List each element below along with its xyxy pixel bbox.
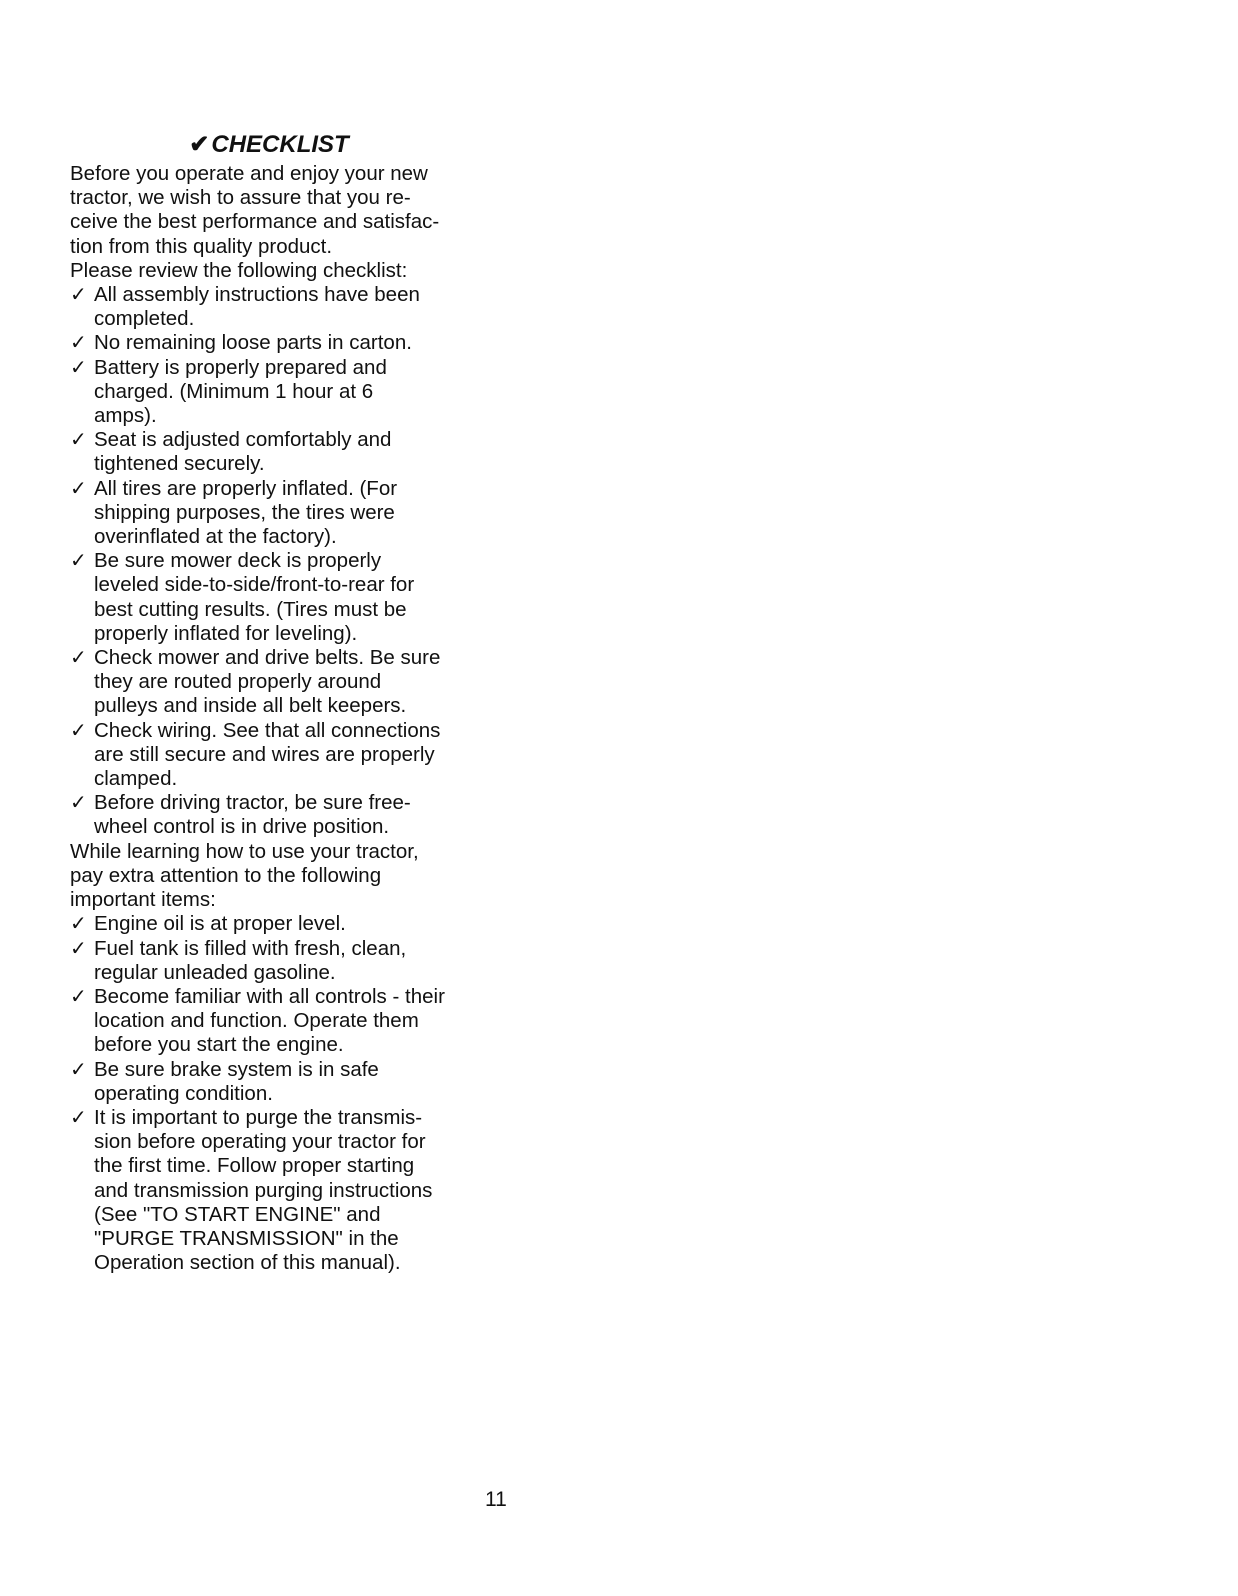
checklist-item xyxy=(70,331,490,355)
checkmark-icon: ✓ xyxy=(70,792,87,815)
checklist-item-text: Engine oil is at proper level. xyxy=(94,912,346,936)
checkmark-icon: ✓ xyxy=(70,937,87,960)
checkmark-icon: ✓ xyxy=(70,1106,87,1129)
checklist-item-text: All tires are properly inflated. (For shipping purposes, the tires were overinflated at the factory). xyxy=(94,476,398,549)
checkmark-icon: ✓ xyxy=(70,913,87,936)
checklist-item-text: Check mower and drive belts. Be sure they are routed properly around pulleys and inside all belt keepers. xyxy=(94,646,441,718)
checklist-item xyxy=(70,549,490,646)
checklist-item xyxy=(70,356,490,429)
checklist-item-text: Fuel tank is filled with fresh, clean, regular unleaded gasoline. xyxy=(94,936,407,984)
page-number: 11 xyxy=(485,1488,507,1511)
checklist-item-text: Be sure brake system is in safe operating condition. xyxy=(94,1057,379,1105)
checkmark-icon: ✓ xyxy=(70,356,87,379)
checklist-item xyxy=(70,1106,490,1275)
checkmark-icon: ✓ xyxy=(70,985,87,1008)
checklist-item-text: It is important to purge the transmis- sion before operating your tractor for the first time. Follow proper starting and transmission purging instructions (See "TO START ENGINE" and "PURGE TRANSMISSION" in the Operation section of this manual). xyxy=(94,1105,433,1275)
checklist-item-text: Check wiring. See that all connections are still secure and wires are properly clamped. xyxy=(94,718,441,791)
checkmark-icon: ✓ xyxy=(70,429,87,452)
checklist-item xyxy=(70,985,490,1058)
checklist-item xyxy=(70,937,490,985)
checkmark-icon: ✓ xyxy=(70,719,87,742)
section-title-text: CHECKLIST xyxy=(211,131,349,158)
checkmark-icon: ✔ xyxy=(189,131,210,158)
checkmark-icon: ✓ xyxy=(70,284,87,307)
intro-paragraph: Before you operate and enjoy your new tractor, we wish to assure that you re- ceive the best performance and satisfac- tion from this quality product. Please review the following checklist: xyxy=(70,162,440,282)
checklist-item-text: Be sure mower deck is properly leveled side-to-side/front-to-rear for best cutting results. (Tires must be properly inflated for leveling). xyxy=(94,549,415,645)
checkmark-icon: ✓ xyxy=(70,332,87,355)
checklist-item-text: Before driving tractor, be sure free- wheel control is in drive position. xyxy=(94,791,411,839)
checkmark-icon: ✓ xyxy=(70,550,87,573)
learning-intro-paragraph: While learning how to use your tractor, pay extra attention to the following important items: xyxy=(70,839,419,912)
checklist-item-text: No remaining loose parts in carton. xyxy=(94,331,412,355)
checklist-item xyxy=(70,791,490,839)
checkmark-icon: ✓ xyxy=(70,1058,87,1081)
checkmark-icon: ✓ xyxy=(70,647,87,670)
checklist-item xyxy=(70,477,490,550)
checklist xyxy=(70,283,490,840)
section-title xyxy=(70,130,490,160)
checklist-item xyxy=(70,646,490,719)
checklist-item xyxy=(70,912,490,936)
checklist-item-text: Become familiar with all controls - their location and function. Operate them before you start the engine. xyxy=(94,984,445,1057)
checklist-item xyxy=(70,428,490,476)
learning-checklist xyxy=(70,912,490,1275)
checklist-item-text: Battery is properly prepared and charged. (Minimum 1 hour at 6 amps). xyxy=(94,355,387,428)
checklist-item xyxy=(70,719,490,792)
checklist-item xyxy=(70,1058,490,1106)
checklist-item-text: Seat is adjusted comfortably and tightened securely. xyxy=(94,428,392,476)
checklist-item xyxy=(70,283,490,331)
checklist-item-text: All assembly instructions have been completed. xyxy=(94,283,420,331)
checkmark-icon: ✓ xyxy=(70,477,87,500)
checklist-section xyxy=(70,130,490,1275)
